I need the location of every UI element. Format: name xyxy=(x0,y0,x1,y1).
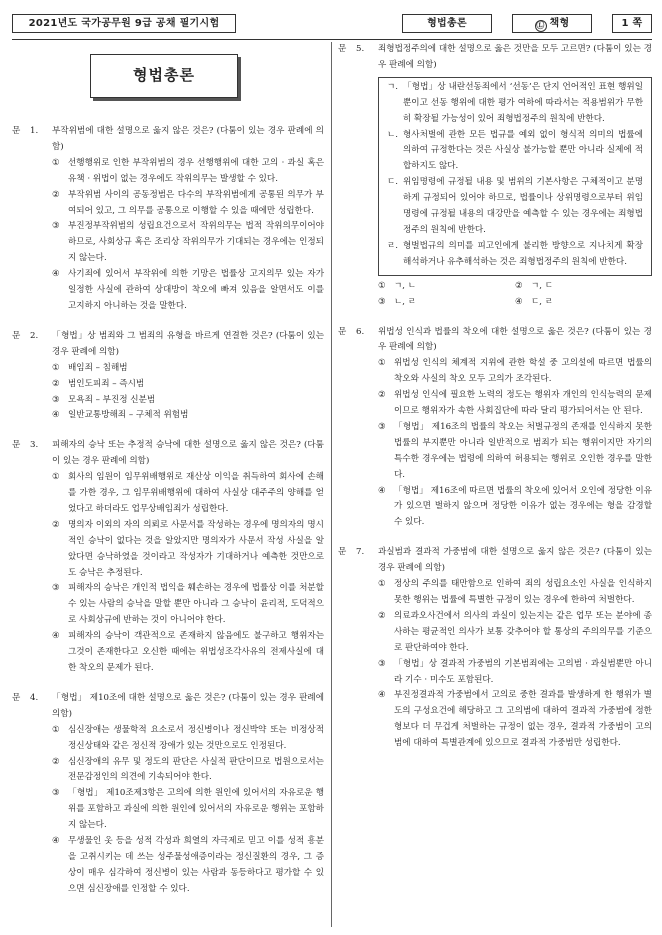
answer-option xyxy=(515,295,652,311)
option-mark: ① xyxy=(378,579,386,590)
question-stem: 과실범과 결과적 가중범에 대한 설명으로 옳지 않은 것은? (다툼이 있는 경우 판례에 의함) xyxy=(378,547,652,574)
option-mark: ② xyxy=(52,519,60,530)
section-title: 형법총론 xyxy=(90,54,238,98)
answer-option xyxy=(378,420,652,484)
option-text: 부진정결과적 가중범에서 고의로 중한 결과를 발생하게 한 행위가 별도의 구성요건에 해당하고 그 고의범에 대하여 결과적 가중범에 정한 형보다 더 무겁게 처벌하는 규정이 없는 경우, 결과적 가중범이 고의범에 대하여 특별관계에 있으므로 결과적 가중범만 성립한다. xyxy=(394,690,652,749)
option-text: 「형법」상 결과적 가중범의 기본범죄에는 고의범 · 과실범뿐만 아니라 기수 · 미수도 포함된다. xyxy=(394,658,652,685)
statement-text: 「형법」상 내란선동죄에서 ‘선동’은 단지 언어적인 표현 행위일 뿐이고 선동 행위에 대한 평가 여하에 따라서는 적용범위가 무한히 확장될 가능성이 있어 죄형법정주의 원칙에 반한다. xyxy=(403,81,643,124)
option-mark: ③ xyxy=(52,788,60,799)
exam-name: 2021년도 국가공무원 9급 공채 필기시험 xyxy=(12,14,236,33)
option-text: 모욕죄 – 부진정 신분범 xyxy=(68,394,156,405)
option-mark: ④ xyxy=(378,485,386,496)
option-mark: ③ xyxy=(378,421,386,432)
question-stem: 피해자의 승낙 또는 추정적 승낙에 대한 설명으로 옳지 않은 것은? (다툼이 있는 경우 판례에 의함) xyxy=(52,440,324,467)
question-stem: 부작위범에 대한 설명으로 옳지 않은 것은? (다툼이 있는 경우 판례에 의함) xyxy=(52,126,324,152)
option-mark: ③ xyxy=(52,221,60,232)
option-text: ㄱ, ㄷ xyxy=(531,280,554,291)
option-mark: ② xyxy=(378,610,386,621)
answer-options xyxy=(52,470,324,677)
question xyxy=(338,325,652,532)
statement-item xyxy=(387,128,643,176)
question-number: 4. xyxy=(30,692,39,703)
question-prefix: 문 xyxy=(12,692,21,703)
question-prefix: 문 xyxy=(338,326,347,337)
option-mark: ① xyxy=(52,362,60,373)
answer-option xyxy=(52,755,324,787)
option-text: 명의자 이외의 자의 의뢰로 사문서를 작성하는 경우에 명의자의 명시적인 승낙이 없다는 것을 알았지만 명의자가 사문서 작성 사실을 알았다면 승낙하였을 것이라고 작성자가 기대하거나 예측한 것만으로도 승낙은 추정된다. xyxy=(68,519,324,578)
question-stem: 위법성 인식과 법률의 착오에 대한 설명으로 옳은 것은? (다툼이 있는 경우 판례에 의함) xyxy=(378,326,652,353)
answer-option xyxy=(378,688,652,752)
answer-option xyxy=(378,388,652,420)
question-stem: 죄형법정주의에 대한 설명으로 옳은 것만을 모두 고르면? (다툼이 있는 경우 판례에 의함) xyxy=(378,44,652,70)
answer-option xyxy=(515,279,652,295)
option-text: 범인도피죄 – 즉시범 xyxy=(68,378,145,389)
answer-options xyxy=(52,361,324,425)
option-text: 「형법」 제10조제3항은 고의에 의한 원인에 있어서의 자유로운 행위를 포함하고 과실에 의한 원인에 있어서의 자유로운 행위는 포함하지 않는다. xyxy=(68,788,324,831)
option-mark: ③ xyxy=(378,296,386,307)
option-mark: ① xyxy=(52,472,60,483)
option-mark: ③ xyxy=(378,658,386,669)
option-text: 선행행위로 인한 부작위범의 경우 선행행위에 대한 고의 · 과실 혹은 유책 · 위법이 없는 경우에도 작위의무는 발생할 수 있다. xyxy=(68,157,324,184)
left-column xyxy=(12,42,324,912)
option-text: 일반교통방해죄 – 구체적 위험범 xyxy=(68,410,189,421)
question-number: 6. xyxy=(356,326,365,337)
option-text: 배임죄 – 침해범 xyxy=(68,362,128,373)
option-mark: ① xyxy=(378,280,386,291)
header-rule xyxy=(12,39,652,40)
question-number: 7. xyxy=(356,547,365,558)
option-text: ㄴ, ㄹ xyxy=(394,296,417,307)
answer-option xyxy=(52,267,324,315)
option-text: 정상의 주의를 태만함으로 인하여 죄의 성립요소인 사실을 인식하지 못한 행위는 법률에 특별한 규정이 있는 경우에 한하여 처벌한다. xyxy=(394,579,652,605)
option-text: 의료과오사건에서 의사의 과실이 있는지는 같은 업무 또는 분야에 종사하는 평균적인 의사가 보통 갖추어야 할 통상의 주의의무를 기준으로 판단하여야 한다. xyxy=(394,610,652,653)
answer-option xyxy=(378,577,652,609)
answer-option xyxy=(52,219,324,267)
right-column xyxy=(338,42,652,766)
option-mark: ③ xyxy=(52,583,60,594)
subject-label: 형법총론 xyxy=(402,14,492,33)
type-mark: Ⓛ xyxy=(536,21,545,30)
booklet-type xyxy=(512,14,592,33)
answer-option xyxy=(378,657,652,689)
question xyxy=(12,691,324,898)
option-mark: ④ xyxy=(378,690,386,701)
option-mark: ④ xyxy=(515,296,523,307)
option-text: 피해자의 승낙이 객관적으로 존재하지 않음에도 불구하고 행위자는 그것이 존재한다고 오신한 때에는 위법성조각사유의 전제사실에 대한 착오의 문제가 된다. xyxy=(68,631,324,673)
statement-mark: ㄷ. xyxy=(387,177,399,188)
question-prefix: 문 xyxy=(12,440,21,451)
answer-options xyxy=(378,356,652,531)
question-prefix: 문 xyxy=(338,44,347,54)
question xyxy=(12,329,324,424)
option-mark: ① xyxy=(52,157,60,168)
question xyxy=(338,42,652,311)
type-label: 책형 xyxy=(549,18,570,29)
option-text: 회사의 임원이 임무위배행위로 재산상 이익을 취득하여 회사에 손해를 가한 경우, 그 임무위배행위에 대하여 사실상 대주주의 양해를 얻었다고 하더라도 업무상배임죄가 성립한다. xyxy=(68,472,324,514)
answer-option xyxy=(52,834,324,898)
option-text: 위법성 인식의 체계적 지위에 관한 학설 중 고의설에 따르면 법률의 착오와 사실의 착오 모두 고의가 조각된다. xyxy=(394,358,652,385)
statement-item xyxy=(387,175,643,239)
exam-header xyxy=(12,12,652,36)
option-mark: ③ xyxy=(52,394,60,405)
answer-option xyxy=(52,470,324,518)
question-prefix: 문 xyxy=(12,126,21,136)
option-mark: ① xyxy=(52,724,60,735)
question xyxy=(12,438,324,677)
option-mark: ① xyxy=(378,358,386,369)
answer-option xyxy=(52,393,324,409)
question-number: 5. xyxy=(356,44,365,54)
question-number: 2. xyxy=(30,330,39,341)
answer-option xyxy=(52,188,324,220)
answer-option xyxy=(378,279,515,295)
statement-mark: ㄹ. xyxy=(387,240,399,251)
option-mark: ④ xyxy=(52,631,60,642)
statement-item xyxy=(387,239,643,271)
question xyxy=(338,545,652,752)
answer-option xyxy=(52,156,324,188)
column-divider xyxy=(331,42,332,927)
answer-option xyxy=(378,356,652,388)
answer-option xyxy=(52,629,324,677)
question-number: 3. xyxy=(30,440,39,451)
statement-item xyxy=(387,80,643,128)
statement-text: 형사처벌에 관한 모든 법규를 예외 없이 형식적 의미의 법률에 의하여 규정한다는 것은 사실상 불가능할 뿐만 아니라 실제에 적합하지도 않다. xyxy=(403,129,643,172)
option-mark: ② xyxy=(52,756,60,767)
answer-option xyxy=(52,723,324,755)
question-stem: 「형법」상 범죄와 그 범죄의 유형을 바르게 연결한 것은? (다툼이 있는 경우 판례에 의함) xyxy=(52,330,324,357)
answer-option xyxy=(378,484,652,532)
statement-text: 위임명령에 규정될 내용 및 범위의 기본사항은 구체적이고 분명하게 규정되어 있어야 하므로, 법률이나 상위명령으로부터 위임명령에 규정될 내용의 대강만을 예측할 수 있는 경우에는 죄형법정주의 원칙에 반한다. xyxy=(403,177,643,235)
title-area xyxy=(12,42,324,124)
question xyxy=(12,124,324,315)
question-list xyxy=(338,42,652,752)
option-mark: ② xyxy=(515,280,523,291)
option-mark: ④ xyxy=(52,269,60,280)
answer-option xyxy=(378,295,515,311)
option-mark: ② xyxy=(52,378,60,389)
option-text: 부작위범 사이의 공동정범은 다수의 부작위범에게 공통된 의무가 부여되어 있고, 그 의무를 공통으로 이행할 수 있을 때에만 성립한다. xyxy=(68,189,324,216)
answer-options xyxy=(52,723,324,898)
answer-option xyxy=(52,786,324,834)
option-text: 「형법」 제16조의 법률의 착오는 처벌규정의 존재를 인식하지 못한 법률의 부지뿐만 아니라 일반적으로 범죄가 되는 행위이지만 자기의 특수한 경우에는 법령에 의하여 허용되는 행위로 오인한 경우를 말한다. xyxy=(394,421,652,480)
option-text: 「형법」 제16조에 따르면 법률의 착오에 있어서 오인에 정당한 이유가 있으면 벌하지 않으며 정당한 이유가 없는 경우에는 형을 감경할 수 있다. xyxy=(394,485,652,528)
statement-mark: ㄴ. xyxy=(387,129,399,140)
option-mark: ② xyxy=(378,390,386,401)
question-prefix: 문 xyxy=(338,547,347,558)
question-list xyxy=(12,124,324,898)
question-number: 1. xyxy=(30,126,39,136)
statement-box xyxy=(378,77,652,276)
option-text: 무생물인 옷 등을 성적 각성과 희열의 자극제로 믿고 이를 성적 흥분을 고취시키는 데 쓰는 성주물성애증이라는 정신질환의 경우, 그 증상이 매우 심각하여 정신병이 있는 사람과 동등하다고 평가할 수 있으면 심신장애를 인정할 수 있다. xyxy=(68,836,324,894)
answer-options xyxy=(52,156,324,315)
question-stem: 「형법」 제10조에 대한 설명으로 옳은 것은? (다툼이 있는 경우 판례에 의함) xyxy=(52,692,324,719)
option-text: 위법성 인식에 필요한 노력의 정도는 행위자 개인의 인식능력의 문제이므로 행위자가 속한 사회집단에 따라 달리 평가되어서는 안 된다. xyxy=(394,390,652,417)
option-text: ㄱ, ㄴ xyxy=(394,280,417,291)
answer-options xyxy=(378,279,652,311)
answer-options xyxy=(378,577,652,752)
answer-option xyxy=(378,609,652,657)
option-mark: ④ xyxy=(52,410,60,421)
answer-option xyxy=(52,361,324,377)
option-text: ㄷ, ㄹ xyxy=(531,296,554,307)
answer-option xyxy=(52,377,324,393)
option-mark: ④ xyxy=(52,836,60,847)
answer-option xyxy=(52,518,324,582)
option-text: 심신장애는 생물학적 요소로서 정신병이나 정신박약 또는 비정상적 정신상태와 같은 정신적 장애가 있는 것만으로도 인정된다. xyxy=(68,724,324,751)
answer-option xyxy=(52,581,324,629)
page-number: 1 쪽 xyxy=(612,14,652,33)
question-prefix: 문 xyxy=(12,330,21,341)
option-mark: ② xyxy=(52,189,60,200)
option-text: 부진정부작위범의 성립요건으로서 작위의무는 법적 작위의무이어야 하므로, 사회상규 혹은 조리상 작위의무가 기대되는 경우에는 인정되지 않는다. xyxy=(68,221,324,264)
statement-mark: ㄱ. xyxy=(387,81,399,92)
statement-text: 형벌법규의 의미를 피고인에게 불리한 방향으로 지나치게 확장해석하거나 유추해석하는 것은 죄형법정주의 원칙에 반한다. xyxy=(403,240,643,267)
option-text: 피해자의 승낙은 개인적 법익을 훼손하는 경우에 법률상 이를 처분할 수 있는 사람의 승낙을 말할 뿐만 아니라 그 승낙이 윤리적, 도덕적으로 사회상규에 반하는 것이 아니어야 한다. xyxy=(68,583,324,626)
option-text: 심신장애의 유무 및 정도의 판단은 사실적 판단이므로 법원으로서는 전문감정인의 의견에 기속되어야 한다. xyxy=(68,756,324,783)
answer-option xyxy=(52,408,324,424)
option-text: 사기죄에 있어서 부작위에 의한 기망은 법률상 고지의무 있는 자가 일정한 사실에 관하여 상대방이 착오에 빠져 있음을 알면서도 이를 고지하지 아니하는 것을 말한다. xyxy=(68,269,324,311)
